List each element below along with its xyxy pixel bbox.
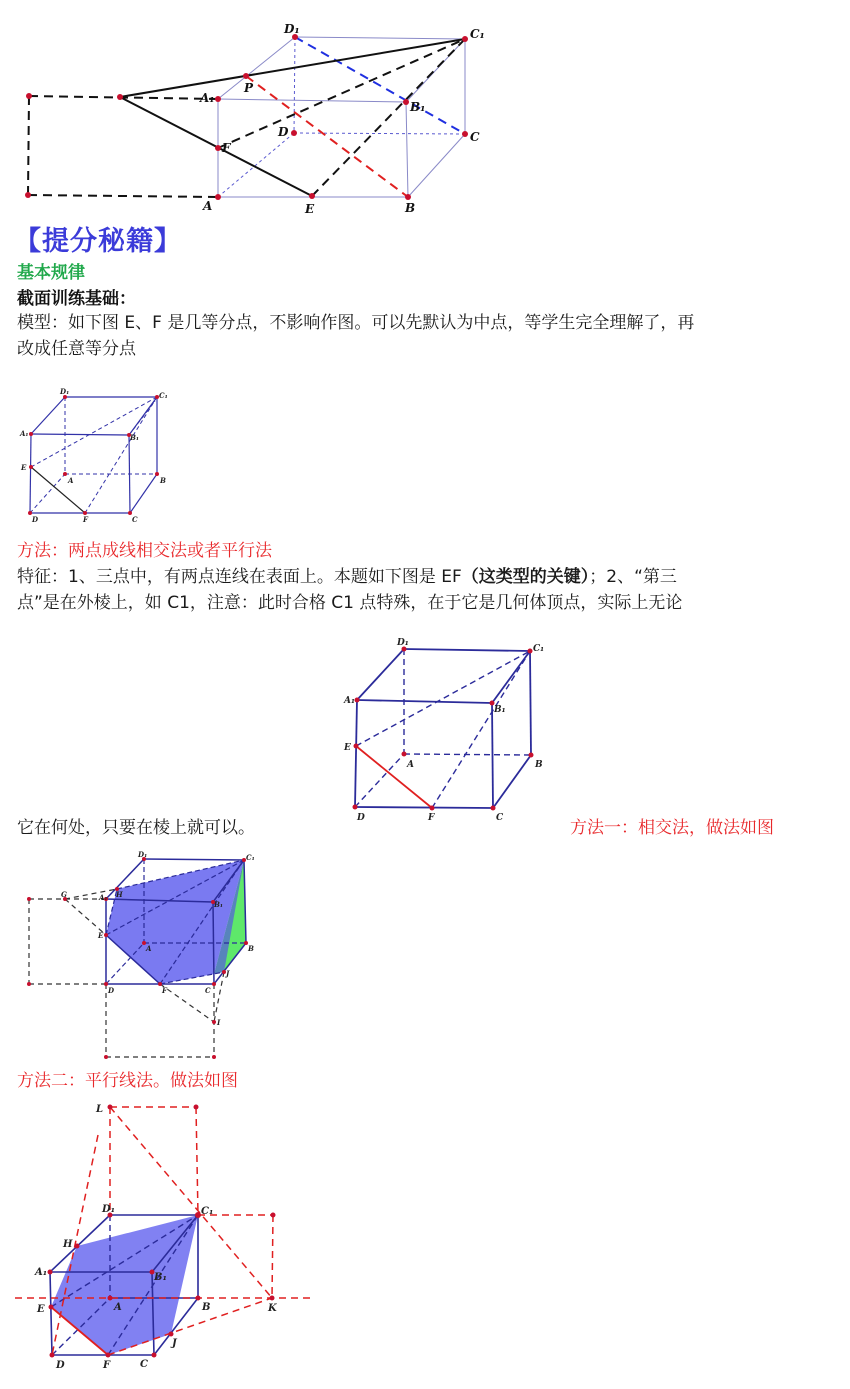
figure-3-cube-EF [330,632,560,822]
label-P: P [244,81,254,95]
model-text-line2: 改成任意等分点 [17,339,136,359]
label-B: B [535,760,543,770]
method-summary: 方法：两点成线相交法或者平行法 [17,541,272,561]
label-A1: A₁ [200,91,215,105]
label-G: G [61,890,67,899]
label-E: E [98,931,104,940]
feature-text-key: （这类型的关键） [461,567,590,587]
section-heading: 截面训练基础： [17,289,136,309]
label-D: D [108,986,115,995]
feature-text-line1 [17,564,677,590]
label-I: I [217,1018,221,1027]
label-C1: C₁ [159,391,168,400]
label-F: F [83,515,88,524]
label-A: A [407,760,414,770]
label-C1: C₁ [201,1206,214,1217]
label-D: D [278,125,289,139]
feature-text-part-a: 特征：1、三点中，有两点连线在表面上。本题如下图是 EF [17,567,462,587]
label-J: J [172,1338,177,1349]
label-A: A [114,1302,122,1313]
label-F: F [222,141,231,155]
label-B: B [405,201,416,215]
label-D1: D₁ [138,850,148,859]
label-D: D [32,515,39,524]
label-H: H [116,890,123,899]
model-text-line1: 模型：如下图 E、F 是几等分点，不影响作图。可以先默认为中点，等学生完全理解了，再 [17,313,695,333]
page-title: 【提分秘籍】 [14,226,182,257]
feature-text-line3: 它在何处，只要在棱上就可以。 [17,818,255,838]
label-F: F [103,1360,111,1371]
label-A: A [146,944,152,953]
label-B1: B₁ [214,900,223,909]
label-B1: B₁ [494,705,506,715]
method-two-heading: 方法二：平行线法。做法如图 [17,1071,238,1091]
feature-text-part-b: ；2、“第三 [589,567,677,587]
label-D: D [357,813,365,823]
label-A1: A₁ [20,429,29,438]
label-J: J [226,969,230,978]
label-A1: A₁ [35,1267,48,1278]
label-F: F [428,813,435,823]
label-C1: C₁ [470,27,485,41]
figure-1-cube-section [0,0,850,215]
subtitle-basic-rules: 基本规律 [17,263,85,283]
label-A1: A₁ [99,893,108,902]
label-B: B [248,944,254,953]
label-C: C [205,986,211,995]
label-B1: B₁ [410,100,426,114]
label-C1: C₁ [533,644,545,654]
label-B: B [202,1302,211,1313]
label-C: C [132,515,138,524]
label-D1: D₁ [284,22,300,36]
label-B1: B₁ [154,1272,167,1283]
label-C: C [140,1359,148,1370]
label-F: F [162,986,167,995]
method-one-heading: 方法一：相交法，做法如图 [570,818,774,838]
label-C: C [470,130,480,144]
label-E: E [21,463,27,472]
label-E: E [344,743,351,753]
label-D1: D₁ [102,1204,116,1215]
label-C1: C₁ [246,853,255,862]
figure-5-parallel-method [0,1095,320,1385]
label-D: D [56,1360,65,1371]
label-C: C [496,813,504,823]
figure-2-cube-model [0,380,200,530]
label-D1: D₁ [397,638,409,648]
label-A1: A₁ [344,696,355,706]
label-E: E [37,1304,45,1315]
label-L: L [96,1104,104,1115]
label-B1: B₁ [130,433,139,442]
label-K: K [268,1303,277,1314]
label-H: H [63,1239,73,1250]
label-E: E [305,202,315,216]
label-B: B [160,476,166,485]
label-A: A [68,476,74,485]
feature-text-line2: 点”是在外棱上，如 C1，注意：此时合格 C1 点特殊，在于它是几何体顶点，实际上无论 [17,593,683,613]
label-A: A [203,199,213,213]
label-D1: D₁ [60,387,70,396]
figure-4-intersection-method [0,845,270,1060]
